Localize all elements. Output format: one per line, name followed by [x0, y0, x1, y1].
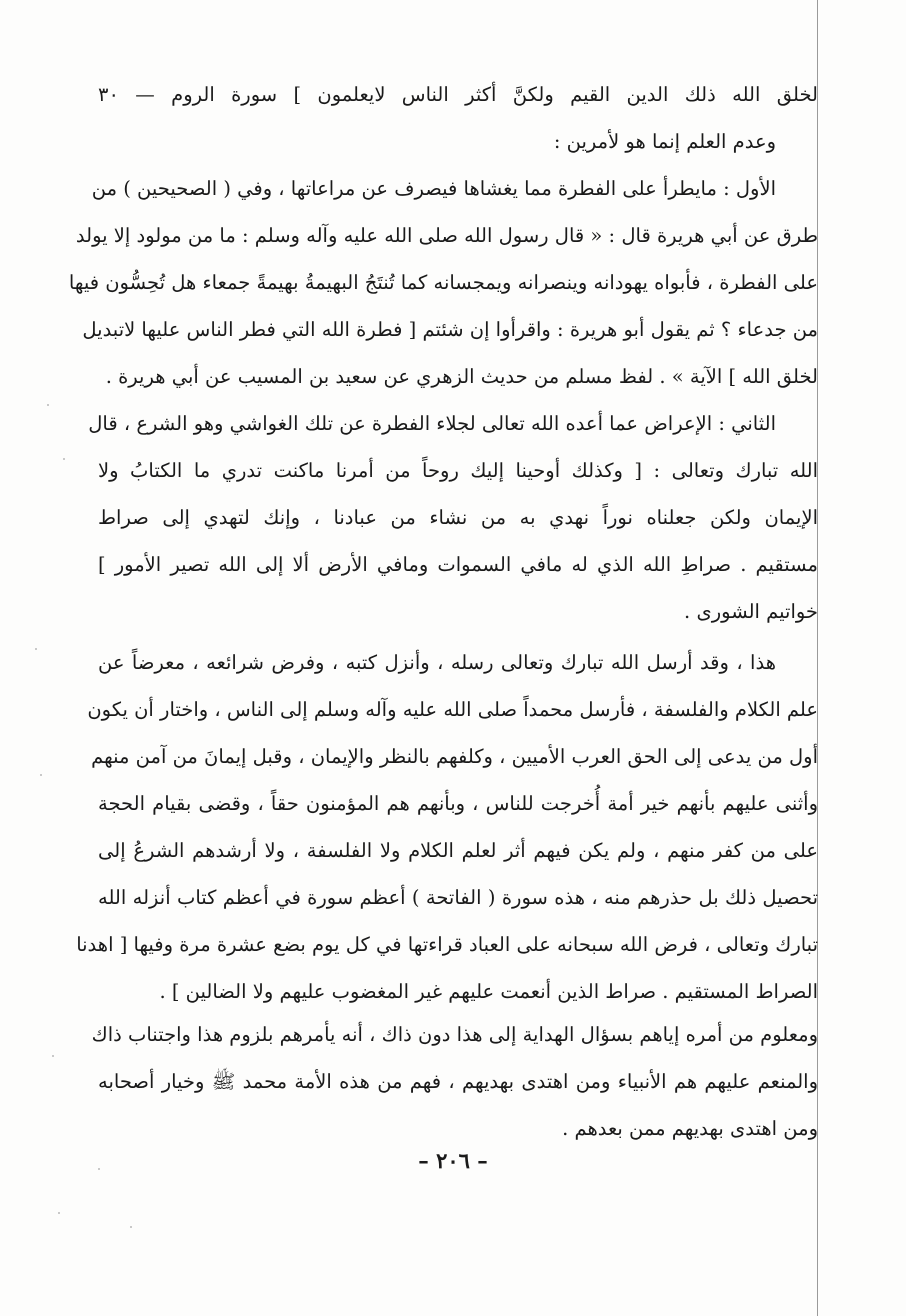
- text-line: مستقيم . صراطِ الله الذي له مافي السموات ومافي الأرض ألا إلى الله تصير الأمور ]: [98, 553, 818, 576]
- scan-speck: [58, 1212, 60, 1214]
- text-line: الثاني : الإعراض عما أعده الله تعالى لجلاء الفطرة عن تلك الغواشي وهو الشرع ، قال: [88, 412, 776, 435]
- scan-speck: [130, 1226, 132, 1228]
- scan-speck: [52, 1055, 54, 1057]
- text-line: لخلق الله ] الآية » . لفظ مسلم من حديث الزهري عن سعيد بن المسيب عن أبي هريرة .: [105, 365, 818, 388]
- text-line: الله تبارك وتعالى : [ وكذلك أوحينا إليك روحاً من أمرنا ماكنت تدري ما الكتابُ ولا: [98, 459, 818, 482]
- scan-speck: [98, 1168, 100, 1170]
- text-line: لخلق الله ذلك الدين القيم ولكنَّ أكثر الناس لايعلمون ] سورة الروم — ٣٠: [98, 83, 818, 106]
- page-number: – ٢٠٦ –: [418, 1148, 488, 1173]
- text-line: على من كفر منهم ، ولم يكن فيهم أثر لعلم الكلام ولا الفلسفة ، ولا أرشدهم الشرعُ إلى: [98, 839, 818, 862]
- scan-speck: [47, 404, 49, 406]
- text-line: ومعلوم من أمره إياهم بسؤال الهداية إلى هذا دون ذاك ، أنه يأمرهم بلزوم هذا واجتناب ذاك: [91, 1023, 818, 1046]
- scan-speck: [35, 648, 37, 650]
- text-line: وعدم العلم إنما هو لأمرين :: [553, 130, 776, 153]
- text-line: هذا ، وقد أرسل الله تبارك وتعالى رسله ، وأنزل كتبه ، وفرض شرائعه ، معرضاً عن: [98, 651, 776, 674]
- text-line: الصراط المستقيم . صراط الذين أنعمت عليهم غير المغضوب عليهم ولا الضالين ] .: [159, 980, 818, 1003]
- text-line: أول من يدعى إلى الحق العرب الأميين ، وكلفهم بالنظر والإيمان ، وقبل إيمانَ من آمن منهم: [91, 745, 818, 768]
- text-line: الإيمان ولكن جعلناه نوراً نهدي به من نشاء من عبادنا ، وإنك لتهدي إلى صراط: [98, 506, 818, 529]
- text-line: والمنعم عليهم هم الأنبياء ومن اهتدى بهديهم ، فهم من هذه الأمة محمد ﷺ وخيار أصحابه: [98, 1070, 818, 1093]
- text-line: تحصيل ذلك بل حذرهم منه ، هذه سورة ( الفاتحة ) أعظم سورة في أعظم كتاب أنزله الله: [98, 886, 818, 909]
- text-line: من جدعاء ؟ ثم يقول أبو هريرة : واقرأوا إن شئتم [ فطرة الله التي فطر الناس عليها لاتبديل: [82, 318, 818, 341]
- text-line: طرق عن أبي هريرة قال : « قال رسول الله صلى الله عليه وآله وسلم : ما من مولود إلا يولد: [75, 224, 818, 247]
- text-line: علم الكلام والفلسفة ، فأرسل محمداً صلى الله عليه وآله وسلم إلى الناس ، واختار أن يكون: [87, 698, 818, 721]
- text-line: الأول : مايطرأ على الفطرة مما يغشاها فيصرف عن مراعاتها ، وفي ( الصحيحين ) من: [91, 177, 776, 200]
- text-line: على الفطرة ، فأبواه يهودانه وينصرانه ويمجسانه كما تُنتَجُ البهيمةُ بهيمةً جمعاء هل تُحِسُّون فيها: [68, 271, 818, 294]
- scan-speck: [40, 774, 42, 776]
- scan-speck: [63, 458, 65, 460]
- text-line: وأثنى عليهم بأنهم خير أمة أُخرجت للناس ، وبأنهم هم المؤمنون حقاً ، وقضى بقيام الحجة: [98, 792, 818, 815]
- text-line: خواتيم الشورى .: [684, 600, 818, 623]
- text-line: ومن اهتدى بهديهم ممن بعدهم .: [562, 1117, 818, 1140]
- text-line: تبارك وتعالى ، فرض الله سبحانه على العباد قراءتها في كل يوم بضع عشرة مرة وفيها [ اهدنا: [76, 933, 818, 956]
